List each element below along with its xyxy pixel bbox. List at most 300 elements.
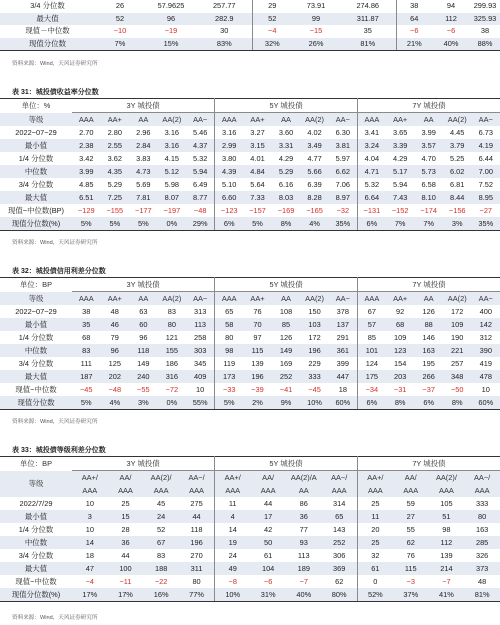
table-cell: 313: [186, 305, 215, 318]
table-cell: −6: [446, 26, 456, 35]
table-cell: 105: [440, 499, 453, 508]
table-cell: 44: [121, 551, 130, 560]
table-cell: 76: [253, 307, 262, 316]
row-label: 现值分位数: [0, 38, 95, 51]
group-header: 3Y 城投债: [72, 99, 215, 113]
table-cell: 93: [286, 536, 322, 549]
table-cell: 62: [322, 575, 358, 588]
table-cell: −174: [420, 206, 438, 215]
rating-header: AAA: [143, 484, 179, 497]
table-cell: 5.10: [222, 180, 237, 189]
rating-header: AAA: [179, 484, 215, 497]
table-cell: 18: [85, 551, 94, 560]
table-cell: 25: [371, 499, 380, 508]
table-cell: −8: [228, 577, 237, 586]
table-cell: 92: [396, 307, 405, 316]
table-cell: 83%: [197, 38, 252, 51]
table-cell: 3.99: [72, 165, 101, 178]
table-cell: −41: [279, 385, 293, 394]
table-cell: 51: [429, 510, 465, 523]
rating-header: AA: [129, 113, 158, 127]
table31-title: 表 31：城投债收益率分位数: [12, 89, 99, 96]
table-cell: 76: [406, 551, 415, 560]
table-cell: 3: [72, 510, 108, 523]
table-cell: 126: [279, 333, 293, 342]
table-cell: 6.62: [329, 165, 358, 178]
table-cell: 57: [357, 318, 386, 331]
table32: [0, 277, 500, 410]
table-cell: 64: [396, 13, 432, 26]
table-cell: 4.15: [164, 154, 180, 163]
rating-header: AA: [129, 292, 158, 306]
table-cell: 49: [215, 562, 251, 575]
table-cell: 163: [475, 525, 489, 534]
table-cell: 113: [297, 551, 310, 560]
table-cell: −156: [448, 206, 466, 215]
table-cell: 36: [108, 536, 144, 549]
table-cell: −48: [108, 385, 122, 394]
top-source-note: 资料来源：Wind，天风证券研究所: [12, 61, 98, 67]
table-cell: 2.96: [136, 128, 151, 137]
table-cell: 306: [322, 549, 358, 562]
table-cell: 18: [329, 383, 358, 396]
table-cell: 5%: [72, 217, 101, 231]
group-header: 5Y 城投债: [215, 457, 358, 471]
table-cell: 155: [158, 344, 187, 357]
table-cell: 3.81: [329, 139, 358, 152]
table-cell: −32: [329, 204, 358, 217]
row-label: 2022/7/29: [19, 499, 53, 508]
table-cell: 196: [300, 344, 329, 357]
rating-header: AA(2)/: [429, 471, 465, 485]
table-cell: 5%: [129, 217, 158, 231]
table-cell: 369: [322, 562, 358, 575]
table-cell: 115: [393, 562, 429, 575]
table-cell: 257.77: [197, 0, 252, 13]
table-cell: 25: [357, 536, 393, 549]
table-cell: 85: [272, 318, 301, 331]
table-cell: 8.95: [471, 191, 500, 204]
rating-header: AA(2): [158, 292, 187, 306]
rating-header: AAA: [393, 484, 429, 497]
table-cell: 2.55: [101, 139, 130, 152]
table-cell: 5.32: [364, 180, 380, 189]
table-cell: 7.33: [243, 191, 272, 204]
rating-header: AAA: [215, 292, 244, 306]
table-cell: −39: [251, 385, 264, 394]
table-cell: 196: [179, 536, 215, 549]
table33: [0, 456, 500, 602]
table-cell: 6.39: [307, 180, 322, 189]
row-label: 1/4 分位数: [18, 525, 54, 534]
table-cell: 8.07: [158, 191, 187, 204]
table-cell: 6.16: [278, 180, 294, 189]
table-cell: 3.60: [278, 128, 294, 137]
table-cell: 20: [371, 525, 380, 534]
table-cell: 68: [82, 333, 91, 342]
table-cell: 5.64: [250, 180, 265, 189]
table-cell: 68: [386, 318, 415, 331]
table-cell: 109: [393, 333, 407, 342]
table32-source-note: 资料来源：Wind，天风证券研究所: [12, 419, 98, 425]
table-cell: 3.15: [243, 139, 272, 152]
table-row: [0, 191, 500, 204]
table-cell: 270: [179, 549, 215, 562]
table-cell: 55%: [186, 396, 215, 410]
rating-header: AA(2): [158, 113, 187, 127]
rating-header: AA: [286, 484, 322, 497]
table-cell: 409: [186, 370, 215, 383]
table-cell: 62: [393, 536, 429, 549]
table-cell: 2%: [243, 396, 272, 410]
table-cell: 83: [157, 551, 166, 560]
table-cell: 137: [329, 318, 358, 331]
row-label: 现值－中位数: [25, 26, 70, 35]
table-cell: 38: [410, 1, 419, 10]
unit-label: 单位：BP: [0, 278, 72, 292]
table-cell: 4.04: [364, 154, 380, 163]
table-cell: 32: [371, 551, 380, 560]
table-cell: 373: [464, 562, 500, 575]
table-cell: 121: [165, 333, 179, 342]
table-cell: 7.00: [471, 165, 500, 178]
table-cell: 80: [225, 333, 234, 342]
table-cell: −6: [410, 26, 419, 35]
unit-label: 单位：BP: [0, 457, 72, 471]
table-cell: 58: [215, 318, 244, 331]
table-cell: 3.80: [222, 154, 237, 163]
table-cell: 5.69: [136, 180, 151, 189]
header-row: [0, 457, 500, 471]
row-label: 最小值: [0, 318, 72, 331]
table-cell: 19: [215, 536, 251, 549]
level-label: 等级: [0, 113, 72, 127]
rating-header: AA(2): [443, 292, 472, 306]
table-cell: 46: [101, 318, 130, 331]
rating-header-row: [0, 292, 500, 306]
table-cell: 5.97: [329, 152, 358, 165]
table-cell: 6.44: [478, 154, 493, 163]
table-cell: −45: [79, 385, 93, 394]
table-cell: 8.77: [186, 191, 215, 204]
table-cell: 24: [143, 510, 179, 523]
table-cell: 60%: [471, 396, 500, 410]
table-cell: 299.93: [473, 1, 497, 10]
table-cell: 8.97: [329, 191, 358, 204]
table-cell: 333: [475, 499, 489, 508]
table-cell: 3.79: [443, 139, 472, 152]
table-cell: 47: [72, 562, 108, 575]
table-cell: 5.73: [414, 165, 443, 178]
rating-header: AAA: [357, 484, 393, 497]
table-row: [0, 344, 500, 357]
table-cell: 88%: [470, 38, 500, 51]
table-cell: 9%: [272, 396, 301, 410]
table-cell: 38: [480, 26, 490, 35]
row-label: 现值−中位数(BP): [7, 206, 65, 215]
rating-header: AA+: [386, 292, 415, 306]
table-cell: 96: [145, 13, 197, 26]
table-cell: 8%: [272, 217, 301, 231]
table-cell: 44: [179, 510, 215, 523]
table-cell: 139: [440, 551, 453, 560]
rating-header: AAA: [72, 113, 101, 127]
table-cell: 275: [179, 497, 215, 510]
table-cell: 10: [481, 385, 490, 394]
group-header: 7Y 城投债: [357, 99, 500, 113]
rating-header: AA−/: [322, 471, 358, 485]
table-row: [0, 562, 500, 575]
table-cell: 27: [393, 510, 429, 523]
table-cell: −7: [442, 577, 451, 586]
table-cell: −50: [450, 385, 464, 394]
table-cell: 5%: [72, 396, 101, 410]
table-cell: 378: [329, 305, 358, 318]
table-cell: 146: [422, 333, 435, 342]
rating-header: AA−: [329, 113, 358, 127]
table-cell: 101: [357, 344, 386, 357]
top-fragment-table: [0, 0, 500, 51]
table-cell: 6.51: [72, 191, 101, 204]
table-cell: −123: [220, 206, 238, 215]
unit-label: 单位：%: [0, 99, 72, 113]
table-cell: 24: [228, 551, 237, 560]
row-label: 最小值: [0, 510, 72, 523]
table-cell: 37%: [393, 588, 429, 602]
table-cell: 96: [139, 333, 148, 342]
table-cell: 10%: [215, 588, 251, 602]
row-label: 3/4 分位数: [18, 180, 54, 189]
table-cell: 3%: [129, 396, 158, 410]
table-cell: 29: [268, 1, 277, 10]
rating-header-row: [0, 113, 500, 127]
table-cell: 38: [82, 307, 91, 316]
table-cell: 326: [475, 551, 489, 560]
row-label: 最大值: [0, 13, 95, 26]
table-cell: −129: [77, 206, 95, 215]
table-row: [0, 139, 500, 152]
table-cell: 6%: [357, 396, 386, 410]
table-cell: 83: [167, 307, 176, 316]
table-cell: 17: [250, 510, 286, 523]
table-cell: 252: [272, 370, 301, 383]
table-cell: −55: [137, 385, 150, 394]
table-cell: 70: [243, 318, 272, 331]
table-row: [0, 357, 500, 370]
table-cell: 257: [451, 359, 464, 368]
rating-header: AA+/: [215, 471, 251, 485]
table-cell: −48: [186, 204, 215, 217]
table-cell: 7%: [95, 38, 145, 51]
table-cell: 57.9625: [157, 1, 185, 10]
rating-header: AA(2): [300, 292, 329, 306]
table-cell: 6.73: [478, 128, 493, 137]
table-cell: 333: [300, 370, 329, 383]
rating-header-row: [0, 471, 500, 485]
rating-header: AA(2)/: [143, 471, 179, 485]
table-cell: 96: [101, 344, 130, 357]
table-cell: 7%: [414, 217, 443, 231]
table-row: [0, 588, 500, 602]
table-cell: 108: [279, 307, 293, 316]
table-row: [0, 575, 500, 588]
table-cell: 40%: [286, 588, 322, 602]
table-cell: 139: [251, 359, 264, 368]
table-cell: −27: [479, 206, 493, 215]
row-label: 现值分位数: [0, 396, 72, 410]
table-cell: 3.27: [250, 128, 265, 137]
table-cell: 67: [143, 536, 179, 549]
table-cell: 86: [299, 499, 308, 508]
table-cell: 314: [322, 497, 358, 510]
table-cell: 119: [223, 359, 236, 368]
row-label: 中位数: [0, 344, 72, 357]
table-cell: 4%: [101, 396, 130, 410]
table-cell: 4.29: [392, 154, 408, 163]
table-cell: 3.31: [272, 139, 301, 152]
table-cell: 14: [228, 525, 237, 534]
table-cell: 25: [121, 499, 130, 508]
table-cell: 7.25: [101, 191, 130, 204]
row-label: 最小值: [0, 139, 72, 152]
table-cell: 59: [406, 499, 415, 508]
table-cell: 8%: [386, 396, 415, 410]
level-label: 等级: [0, 292, 72, 306]
table-cell: 111: [80, 359, 92, 368]
table-cell: 35: [72, 318, 101, 331]
table-cell: 6.64: [357, 191, 386, 204]
table-cell: 48: [110, 307, 119, 316]
table-cell: 285: [464, 536, 500, 549]
table-cell: 80: [158, 318, 187, 331]
table-cell: 3.16: [158, 139, 187, 152]
table-cell: 5.12: [158, 165, 187, 178]
table-cell: 60%: [329, 396, 358, 410]
table-cell: 67: [367, 307, 376, 316]
table-row: [0, 25, 500, 38]
table-cell: 5%: [215, 396, 244, 410]
table-cell: 40%: [432, 38, 470, 51]
header-row: [0, 278, 500, 292]
table-cell: −22: [154, 577, 168, 586]
rating-header: AAA: [357, 113, 386, 127]
table-cell: 311.87: [340, 13, 396, 26]
table-cell: 2.70: [79, 128, 94, 137]
table-cell: 30: [197, 25, 252, 38]
table-cell: 3.83: [136, 154, 151, 163]
table-cell: 80%: [322, 588, 358, 602]
rating-header: AA/: [250, 471, 286, 485]
table-cell: −11: [119, 577, 132, 586]
table-cell: 10%: [300, 396, 329, 410]
table-cell: 169: [279, 359, 293, 368]
rating-header: AAA: [322, 484, 358, 497]
rating-header: AAA: [215, 113, 244, 127]
table-cell: 3.24: [357, 139, 386, 152]
table-cell: 65: [322, 510, 358, 523]
table-cell: 60: [129, 318, 158, 331]
table-cell: 214: [429, 562, 465, 575]
table-cell: 10: [85, 525, 94, 534]
table-cell: 5.25: [450, 154, 465, 163]
table-cell: 240: [129, 370, 158, 383]
table-cell: 16%: [143, 588, 179, 602]
table-cell: 229: [308, 359, 321, 368]
table-cell: 26%: [292, 38, 340, 51]
table-cell: 61: [357, 562, 393, 575]
table-cell: 3.42: [79, 154, 94, 163]
rating-header-row: [0, 484, 500, 497]
rating-header: AAA: [215, 484, 251, 497]
table-cell: 3%: [443, 217, 472, 231]
table-cell: 172: [451, 307, 464, 316]
table-cell: 52: [157, 525, 166, 534]
level-label: 等级: [0, 471, 72, 498]
table-cell: 83: [72, 344, 101, 357]
table-row: [0, 370, 500, 383]
table-cell: 3.57: [414, 139, 443, 152]
table-cell: 0%: [158, 396, 187, 410]
table-cell: 31%: [250, 588, 286, 602]
table-cell: 3.39: [386, 139, 415, 152]
table-cell: 348: [443, 370, 472, 383]
table-cell: 2.99: [215, 139, 244, 152]
table-row: [0, 523, 500, 536]
table-cell: 4.39: [215, 165, 244, 178]
table-cell: 4.37: [186, 139, 215, 152]
table-cell: 154: [393, 359, 407, 368]
rating-header: AA−: [186, 292, 215, 306]
row-label: 3/4 分位数: [18, 551, 54, 560]
table-cell: 478: [471, 370, 500, 383]
table-cell: 7.81: [129, 191, 158, 204]
table-cell: 4.84: [243, 165, 272, 178]
rating-header: AA: [272, 292, 301, 306]
table-cell: 35: [340, 25, 396, 38]
row-label: 最大值: [0, 191, 72, 204]
table-cell: 0: [373, 577, 378, 586]
rating-header: AAA: [250, 484, 286, 497]
table-cell: 6.60: [215, 191, 244, 204]
table-cell: 2.84: [129, 139, 158, 152]
table-row: [0, 305, 500, 318]
table-cell: −152: [391, 206, 409, 215]
group-header: 7Y 城投债: [357, 278, 500, 292]
table-cell: 28: [121, 525, 130, 534]
table-cell: 103: [300, 318, 329, 331]
table-cell: 196: [243, 370, 272, 383]
table-cell: 10: [85, 499, 94, 508]
table-cell: 149: [137, 359, 150, 368]
table-cell: 163: [414, 344, 443, 357]
table-cell: 291: [329, 331, 358, 344]
rating-header: AA−/: [179, 471, 215, 485]
table-row: [0, 497, 500, 510]
table-row: [0, 13, 500, 26]
table-cell: 55: [406, 525, 415, 534]
row-label: 2022−07−29: [15, 307, 57, 316]
table-row: [0, 396, 500, 410]
rating-header: AAA: [464, 484, 500, 497]
row-label: 最大值: [0, 370, 72, 383]
table-cell: −33: [222, 385, 236, 394]
table-cell: 113: [186, 318, 215, 331]
rating-header: AA−: [471, 113, 500, 127]
table-cell: 5.29: [272, 165, 301, 178]
table-row: [0, 38, 500, 51]
header-row: [0, 99, 500, 113]
table-cell: 303: [186, 344, 215, 357]
